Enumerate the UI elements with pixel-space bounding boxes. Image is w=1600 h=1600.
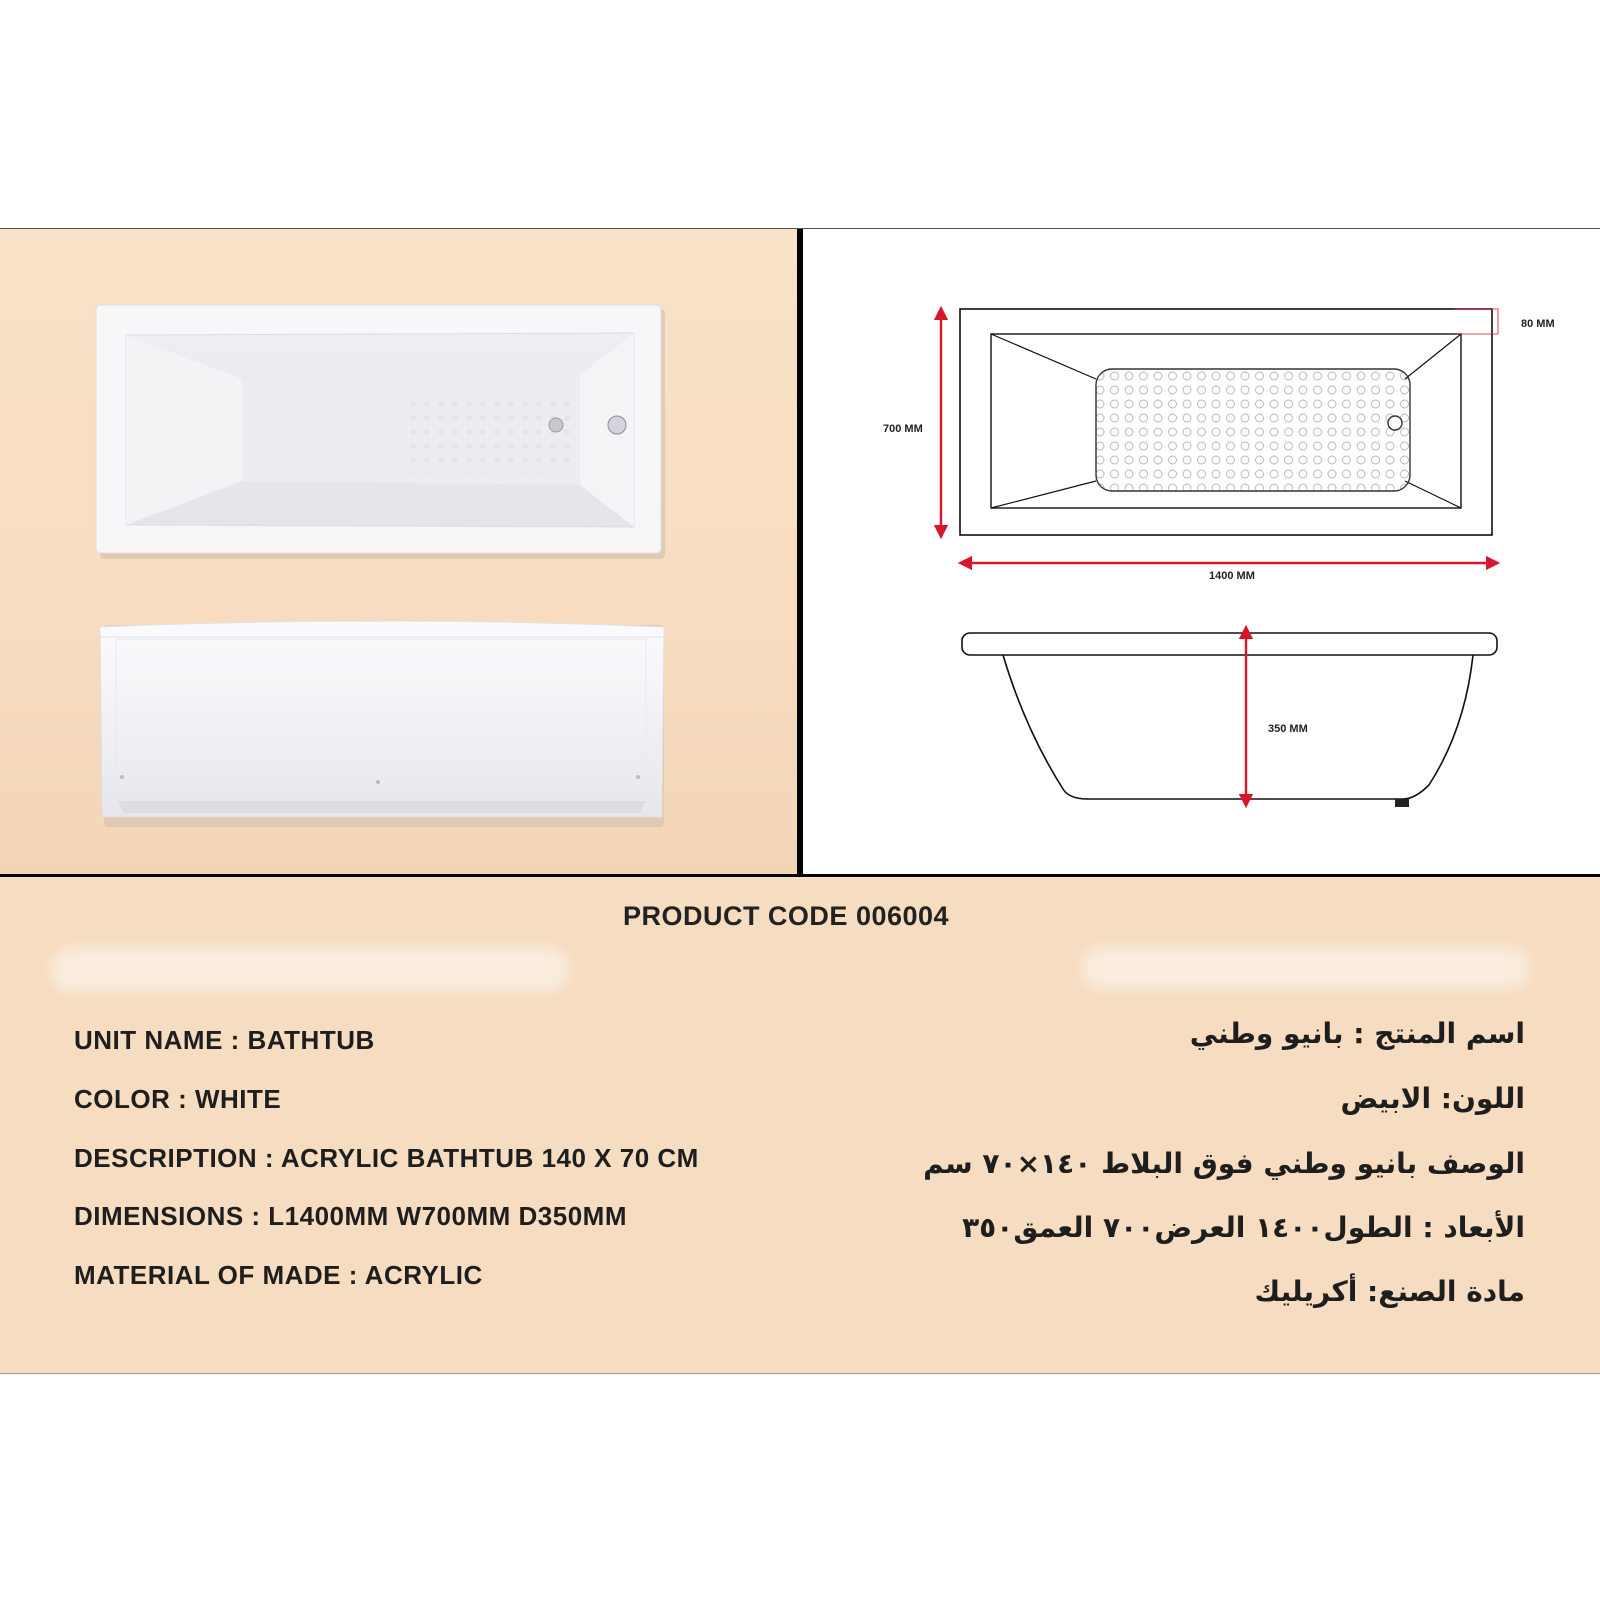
spec-en-description: DESCRIPTION : ACRYLIC BATHTUB 140 X 70 CM	[74, 1143, 699, 1173]
spec-en-material: MATERIAL OF MADE : ACRYLIC	[74, 1260, 483, 1290]
bathtub-front-panel-photo	[100, 621, 664, 827]
spec-ar-dimensions: الأبعاد : الطول١٤٠٠ العرض٧٠٠ العمق٣٥٠	[962, 1211, 1525, 1244]
depth-dimension-label: 350 MM	[1268, 723, 1308, 735]
spec-en-dimensions: DIMENSIONS : L1400MM W700MM D350MM	[74, 1201, 627, 1231]
spec-ar-description: الوصف بانيو وطني فوق البلاط ١٤٠×٧٠ سم	[923, 1147, 1525, 1180]
rim-dimension-label: 80 MM	[1521, 318, 1555, 330]
faded-text-smudge-right	[1080, 947, 1530, 989]
bathtub-top-photo	[96, 305, 665, 559]
bathtub-technical-drawing	[803, 229, 1600, 874]
top-view-drawing	[960, 309, 1498, 535]
product-info-section	[0, 877, 1600, 1373]
technical-diagram-panel	[803, 229, 1600, 874]
spec-en-color: COLOR : WHITE	[74, 1084, 282, 1114]
spec-ar-unit-name: اسم المنتج : بانيو وطني	[1189, 1017, 1525, 1050]
faded-text-smudge-left	[50, 947, 570, 993]
spec-en-unit-name: UNIT NAME : BATHTUB	[74, 1025, 375, 1055]
length-dimension-label: 1400 MM	[1209, 570, 1255, 582]
width-dimension-label: 700 MM	[883, 423, 923, 435]
product-code: PRODUCT CODE 006004	[622, 901, 950, 931]
product-photo-panel	[0, 229, 797, 874]
bathtub-photos	[0, 229, 797, 874]
spec-ar-material: مادة الصنع: أكريليك	[1254, 1275, 1525, 1308]
spec-ar-color: اللون: الابيض	[1340, 1082, 1525, 1115]
side-view-drawing	[962, 633, 1497, 807]
product-sheet	[0, 228, 1600, 1374]
